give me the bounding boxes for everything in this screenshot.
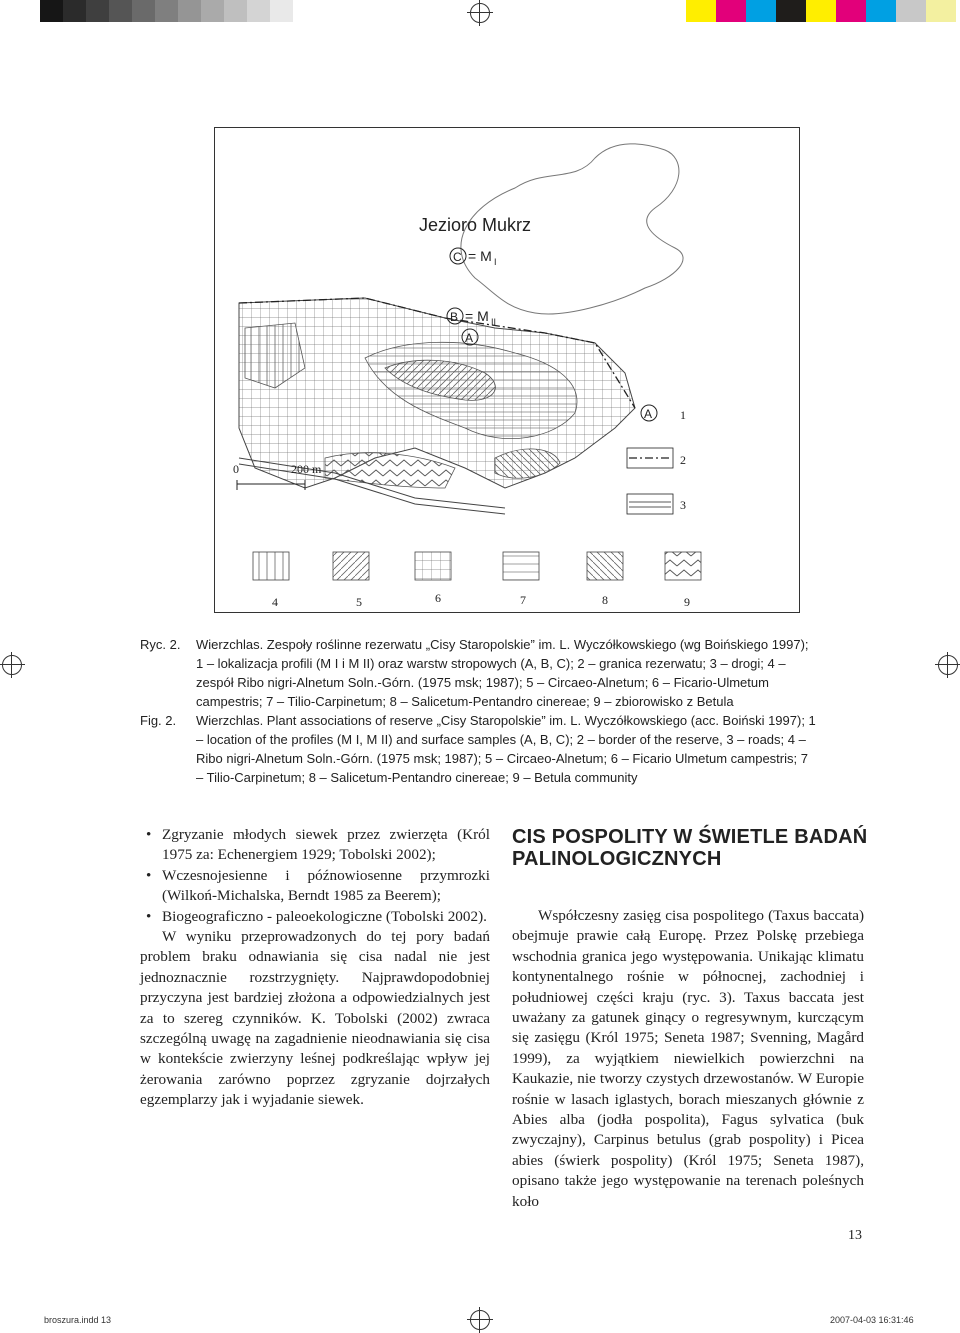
- svg-text:4: 4: [272, 595, 278, 609]
- svg-text:B: B: [450, 310, 459, 324]
- svg-text:A: A: [644, 407, 653, 421]
- reserve-zone-zigzag: [325, 453, 455, 488]
- legend-pattern-6: [415, 552, 451, 605]
- legend-border-symbol: [627, 448, 686, 468]
- gray-swatch: [178, 0, 201, 22]
- registration-mark-top: [470, 3, 490, 23]
- legend-pattern-8: [587, 552, 623, 607]
- section-heading: [512, 826, 872, 870]
- figure-caption-polish: [140, 635, 830, 711]
- svg-text:= M: = M: [465, 308, 489, 324]
- svg-text:5: 5: [356, 595, 362, 609]
- reserve-zone-back: [495, 449, 560, 478]
- gray-swatch: [201, 0, 224, 22]
- gray-swatch: [155, 0, 178, 22]
- vegetation-map-figure: [214, 127, 800, 613]
- color-swatch: [866, 0, 896, 22]
- svg-text:0: 0: [233, 462, 239, 476]
- gray-swatch: [86, 0, 109, 22]
- registration-mark-right: [938, 655, 958, 675]
- legend-road-symbol: [627, 494, 686, 514]
- svg-text:9: 9: [684, 595, 690, 609]
- gray-swatch: [109, 0, 132, 22]
- svg-text:6: 6: [435, 591, 441, 605]
- figure-caption-english: [140, 711, 830, 787]
- svg-text:1: 1: [680, 408, 686, 422]
- color-swatch: [776, 0, 806, 22]
- marker-c: [450, 248, 497, 267]
- gray-swatch: [132, 0, 155, 22]
- page-number: 13: [848, 1228, 862, 1243]
- color-swatch: [746, 0, 776, 22]
- legend-pattern-4: [253, 552, 289, 609]
- color-swatch: [716, 0, 746, 22]
- svg-text:II: II: [491, 317, 497, 327]
- section-heading-line1: CIS POSPOLITY W ŚWIETLE BADAŃ: [512, 826, 868, 848]
- caption-text-en: Wierzchlas. Plant associations of reserve „Cisy Staropolskie” im. L. Wyczółkowskiego (acc. Boiński 1997); 1 – location of the profiles (M I, M II) and surface samples (A, B, C); 2 – border of the reserve, 3 – roads; 4 – Ribo nigri-Alnetum Soln.-Górn. (1975 msk; 1987); 5 – Circaeo-Alnetum; 6 – Ficario Ulmetum campestris; 7 – Tilio-Carpinetum; 8 – Salicetum-Pentandro cinereae; 9 – Betula community: [196, 713, 816, 785]
- gray-swatch: [40, 0, 63, 22]
- registration-mark-left: [2, 655, 22, 675]
- lake-label: Jezioro Mukrz: [419, 215, 532, 235]
- svg-text:3: 3: [680, 498, 686, 512]
- svg-text:8: 8: [602, 593, 608, 607]
- body-paragraph-right: Współczesny zasięg cisa pospolitego (Taxus baccata) obejmuje prawie całą Europę. Przez Polskę przebiega wschodnia granica jego występowania. Unikając klimatu kontynentalnego rośnie w północnej, zachodniej i południowej części kraju (ryc. 3). Taxus baccata jest uważany za gatunek ginący o regresywnym, kurczącym się zasięgu (Król 1975; Seneta 1987; Svenning, Magård 1999), za wyjątkiem niewielkich powierzchni na Kaukazie, nie tworzy czystych drzewostanów. W Europie rośnie w lasach iglastych, borach mieszanych głównie z Abies alba (jodła pospolita), Fagus sylvatica (buk zwyczajny), Carpinus betulus (grab pospolity) i Picea abies (świerk pospolity) (Król 1975; Seneta 1987), opisano także jego występowanie na terenach poleśnych koło: [512, 907, 864, 1210]
- svg-text:= M: = M: [468, 248, 492, 264]
- color-swatch: [896, 0, 926, 22]
- caption-label-pl: Ryc. 2.: [140, 637, 181, 652]
- svg-text:7: 7: [520, 593, 526, 607]
- color-swatch: [836, 0, 866, 22]
- legend-pattern-9: [665, 552, 701, 609]
- legend-profile-marker: [641, 405, 686, 422]
- color-swatch: [686, 0, 716, 22]
- svg-text:200 m: 200 m: [291, 462, 322, 476]
- svg-text:I: I: [494, 257, 497, 267]
- gray-swatch: [247, 0, 270, 22]
- footer-timestamp: 2007-04-03 16:31:46: [830, 1315, 914, 1325]
- list-item: • Zgryzanie młodych siewek przez zwierzęta (Król 1975 za: Echenergiem 1929; Tobolski 2002);: [140, 825, 490, 866]
- legend-pattern-5: [333, 552, 369, 609]
- color-swatch: [806, 0, 836, 22]
- color-swatch: [926, 0, 956, 22]
- registration-mark-bottom: [470, 1310, 490, 1330]
- caption-text-pl: Wierzchlas. Zespoły roślinne rezerwatu „Cisy Staropolskie” im. L. Wyczółkowskiego (wg Boińskiego 1997); 1 – lokalizacja profili (M I i M II) oraz warstw stropowych (A, B, C); 2 – granica rezerwatu; 3 – drogi; 4 – zespół Ribo nigri-Alnetum Soln.-Górn. (1975 msk; 1987); 5 – Circaeo-Alnetum; 6 – Ficario-Ulmetum campestris; 7 – Tilio-Carpinetum; 8 – Salicetum-Pentandro cinereae; 9 – zbiorowisko z Betula: [196, 637, 809, 709]
- gray-swatch: [224, 0, 247, 22]
- section-heading-line2: PALINOLOGICZNYCH: [512, 848, 722, 870]
- body-paragraph-left: W wyniku przeprowadzonych do tej pory badań problem braku odnawiania się cisa nadal nie jest jednoznacznie rozstrzygnięty. Najprawdopodobniej przyczyna jest bardziej złożona a odpowiedzialnych jest za to szereg czynników. K. Tobolski (2002) zwraca szczególną uwagę na zagadnienie nieodnawiania się cisa w kontekście zwierzyny leśnej podkreślając wpływ jej żerowania zarówno poprzez zgryzanie dojrzałych egzemplarzy jak i wyjadanie siewek.: [140, 928, 490, 1109]
- svg-text:C: C: [453, 250, 462, 264]
- svg-text:2: 2: [680, 453, 686, 467]
- svg-text:A: A: [465, 331, 474, 345]
- caption-label-en: Fig. 2.: [140, 713, 177, 728]
- gray-swatch: [63, 0, 86, 22]
- legend-pattern-7: [503, 552, 539, 607]
- footer-filename: broszura.indd 13: [44, 1315, 112, 1325]
- vegetation-map: [215, 128, 799, 612]
- left-text-column: [140, 825, 490, 1111]
- gray-swatch: [270, 0, 293, 22]
- list-item: • Wczesnojesienne i późnowiosenne przymrozki (Wilkoń-Michalska, Berndt 1985 za Beerem);: [140, 866, 490, 907]
- list-item: • Biogeograficzno - paleoekologiczne (Tobolski 2002).: [140, 907, 490, 927]
